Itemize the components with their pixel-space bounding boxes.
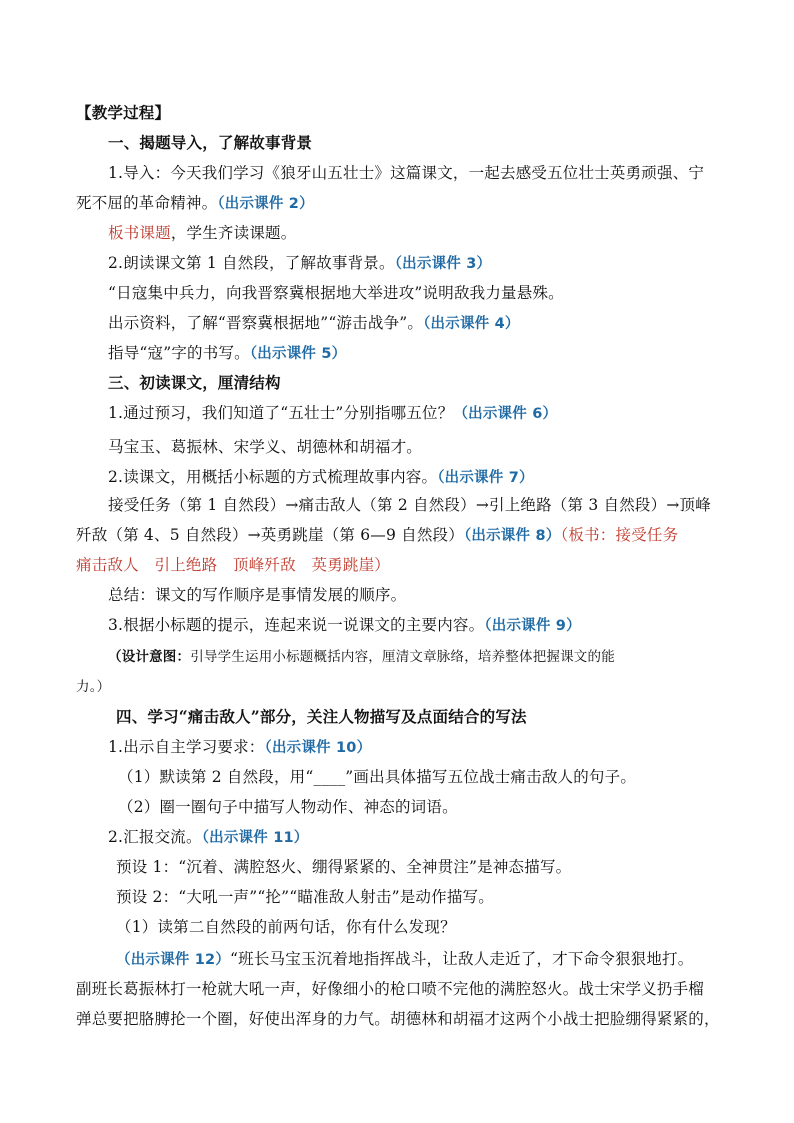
paragraph-line [108,826,768,849]
paragraph-line: 预设 1：“沉着、满腔怒火、绷得紧紧的、全神贯注”是神态描写。 [116,858,572,876]
paragraph-line: 马宝玉、葛振林、宋学义、胡德林和胡福才。 [108,438,423,456]
heading-1: 一、揭题导入，了解故事背景 [108,133,313,152]
paragraph-line: 预设 2：“大吼一声”“抡”“瞄准敌人射击”是动作描写。 [116,888,494,906]
text: 引导学生运用小标题概括内容，厘清文章脉络，培养整体把握课文的能 [190,649,615,665]
paragraph-line: （1）读第二自然段的前两句话，你有什么发现？ [116,918,456,936]
board-writing: 板书课题 [108,224,171,242]
paragraph-line [108,252,768,275]
text: 歼敌（第 4、5 自然段）→英勇跳崖（第 6—9 自然段） [76,526,464,544]
text: 死不屈的革命精神。 [76,194,218,212]
paragraph-line [108,614,768,637]
heading-4: 四、学习“痛击敌人”部分，关注人物描写及点面结合的写法 [116,707,527,726]
slide-reference: （出示课件 2） [217,196,314,212]
paragraph-line [108,312,768,335]
slide-reference: （出示课件 12） [116,952,231,968]
paragraph-line: 接受任务（第 1 自然段）→痛击敌人（第 2 自然段）→引上绝路（第 3 自然段）→顶峰 [108,496,711,514]
board-writing-line: 痛击敌人 引上绝路 顶峰歼敌 英勇跳崖） [76,556,391,574]
slide-reference: （出示课件 11） [201,830,309,846]
text: 2.朗读课文第 1 自然段，了解故事背景。 [108,254,395,272]
paragraph-line: （1）默读第 2 自然段，用“____”画出具体描写五位战士痛击敌人的句子。 [118,768,637,786]
design-note-label: （设计意图： [108,649,191,665]
design-note-line: 力。） [76,679,111,695]
paragraph-line [76,192,736,215]
paragraph-line [108,342,768,365]
text: 指导“寇”字的书写。 [108,344,250,362]
slide-reference: （出示课件 4） [423,316,520,332]
text: 3.根据小标题的提示，连起来说一说课文的主要内容。 [108,616,485,634]
board-writing: （板书：接受任务 [560,526,679,544]
text: 1.通过预习，我们知道了“五壮士”分别指哪五位？ [108,404,454,422]
text: 2.汇报交流。 [108,828,202,846]
heading-3: 三、初读课文，厘清结构 [108,373,281,392]
paragraph-line [108,736,768,759]
slide-reference: （出示课件 5） [249,346,347,362]
paragraph-line: （2）圈一圈句子中描写人物动作、神态的词语。 [118,798,458,816]
paragraph-line [108,402,768,425]
paragraph-line: 总结：课文的写作顺序是事情发展的顺序。 [108,586,407,604]
slide-reference: （出示课件 3） [394,256,492,272]
slide-reference: （出示课件 9） [484,618,581,634]
text: 出示资料，了解“晋察冀根据地”“游击战争”。 [108,314,424,332]
text: ，学生齐读课题。 [170,224,297,242]
paragraph-line: 弹总要把胳膊抡一个圈，好使出浑身的力气。胡德林和胡福才这两个小战士把脸绷得紧紧的， [76,1010,720,1028]
paragraph-line [108,466,768,489]
slide-reference: （出示课件 6） [453,406,558,422]
paragraph-line [116,948,776,971]
paragraph-line: 1.导入：今天我们学习《狼牙山五壮士》这篇课文，一起去感受五位壮士英勇顽强、宁 [108,164,705,182]
slide-reference: （出示课件 10） [264,740,372,756]
paragraph-line [76,524,736,547]
text: “班长马宝玉沉着地指挥战斗，让敌人走近了，才下命令狠狠地打。 [230,950,694,968]
paragraph-line: 副班长葛振林打一枪就大吼一声，好像细小的枪口喷不完他的满腔怒火。战士宋学义扔手榴 [76,980,705,998]
slide-reference: （出示课件 8） [463,528,561,544]
design-note [108,646,768,668]
paragraph-line: “日寇集中兵力，向我晋察冀根据地大举进攻”说明敌我力量悬殊。 [108,284,564,302]
text: 2.读课文，用概括小标题的方式梳理故事内容。 [108,468,438,486]
paragraph-line [108,222,768,244]
slide-reference: （出示课件 7） [437,470,534,486]
text: 1.出示自主学习要求： [108,738,265,756]
section-header: 【教学过程】 [76,103,171,122]
